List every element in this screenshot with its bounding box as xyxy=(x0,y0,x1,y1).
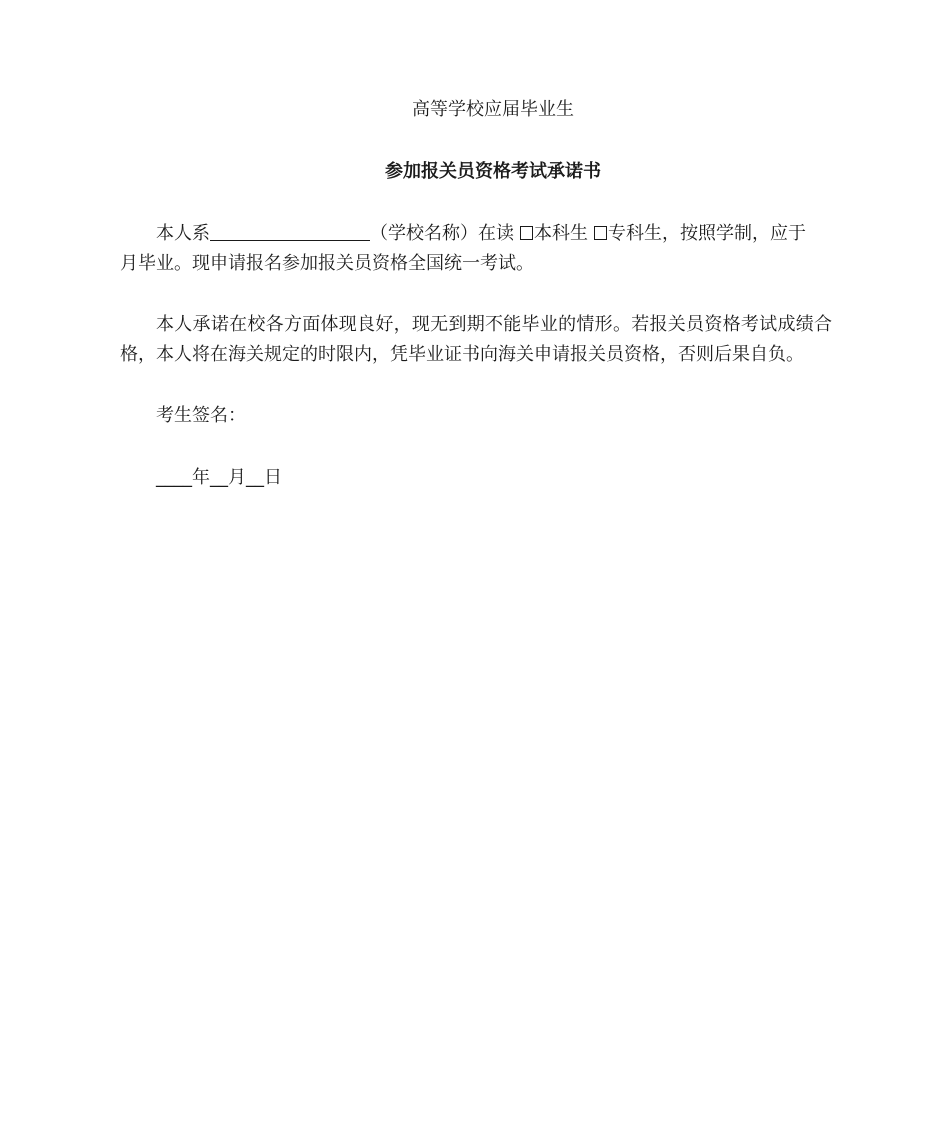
document-title: 参加报关员资格考试承诺书 xyxy=(385,161,601,182)
enrollment-prefix: 本人系 xyxy=(156,223,210,244)
undergraduate-checkbox[interactable] xyxy=(520,226,533,240)
commitment-paragraph: 本人承诺在校各方面体现良好，现无到期不能毕业的情形。若报关员资格考试成绩合格，本人将在海关规定的时限内，凭毕业证书向海关申请报关员资格，否则后果自负。 xyxy=(120,314,832,365)
graduation-statement: 月毕业。现申请报名参加报关员资格全国统一考试。 xyxy=(120,253,534,274)
signature-label: 考生签名： xyxy=(156,405,246,426)
school-name-blank[interactable] xyxy=(210,222,370,241)
undergraduate-label: 本科生 xyxy=(534,223,588,244)
school-name-label: （学校名称）在读 xyxy=(370,223,514,244)
junior-college-label: 专科生，按照学制，应于 xyxy=(608,223,806,244)
date-line: ____年__月__日 xyxy=(156,467,282,488)
junior-college-checkbox[interactable] xyxy=(594,226,607,240)
document-subtitle: 高等学校应届毕业生 xyxy=(412,99,574,120)
enrollment-paragraph xyxy=(120,219,832,279)
